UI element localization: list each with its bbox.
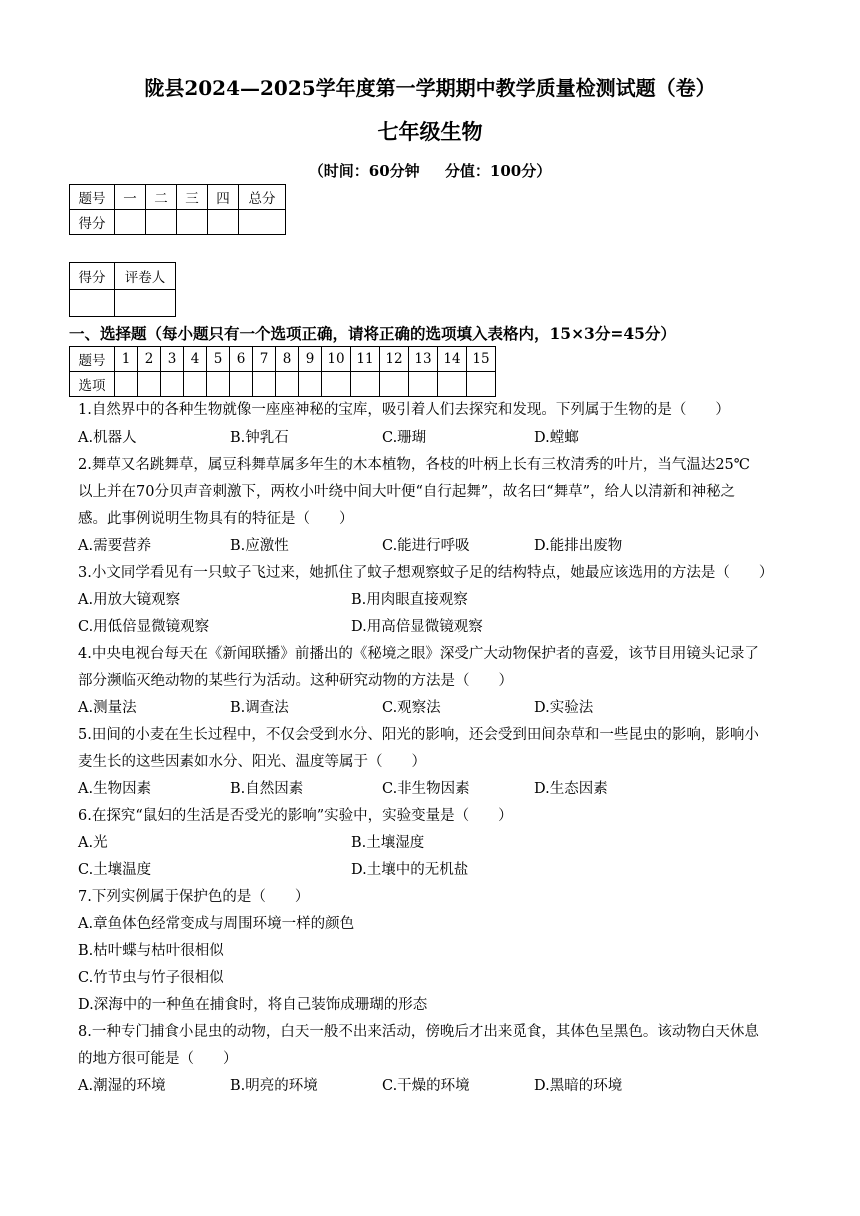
answer-option-cell (184, 372, 207, 397)
exam-info (0, 160, 860, 181)
option-4a: A.测量法 (78, 700, 137, 716)
score-blank-cell (115, 210, 146, 235)
score-blank-cell (239, 210, 286, 235)
option-4c: C.观察法 (382, 700, 441, 716)
grader-name-label: 评卷人 (115, 263, 176, 290)
question-2-line-1: 2.舞草又名跳舞草，属豆科舞草属多年生的木本植物，各枝的叶柄上长有三枚清秀的叶片，当气温达25℃ (78, 457, 751, 473)
answer-number-cell: 14 (438, 347, 467, 372)
answer-number-cell: 10 (322, 347, 351, 372)
question-5-line-2: 麦生长的这些因素如水分、阳光、温度等属于（ ） (78, 754, 426, 770)
score-blank-cell (146, 210, 177, 235)
answer-number-cell: 6 (230, 347, 253, 372)
answer-option-cell (351, 372, 380, 397)
answer-number-cell: 8 (276, 347, 299, 372)
question-8-line-2: 的地方很可能是（ ） (78, 1051, 238, 1067)
question-3: 3.小文同学看见有一只蚊子飞过来，她抓住了蚊子想观察蚊子足的结构特点，她最应该选用的方法是（ ） (78, 565, 774, 581)
score-table (69, 184, 286, 235)
question-4-line-2: 部分濒临灭绝动物的某些行为活动。这种研究动物的方法是（ ） (78, 673, 513, 689)
question-8-line-1: 8.一种专门捕食小昆虫的动物，白天一般不出来活动，傍晚后才出来觅食，其体色呈黑色。该动物白天休息 (78, 1024, 759, 1040)
answer-option-cell (161, 372, 184, 397)
answer-option-cell (207, 372, 230, 397)
answer-row-label: 选项 (70, 372, 115, 397)
section-heading-choice: 一、选择题（每小题只有一个选项正确，请将正确的选项填入表格内，15×3分=45分） (69, 324, 676, 343)
exam-title: 陇县2024—2025学年度第一学期期中教学质量检测试题（卷） (144, 76, 716, 100)
exam-subtitle: 七年级生物 (377, 119, 483, 144)
score-value-row (70, 210, 286, 235)
answer-option-cell (409, 372, 438, 397)
option-7d: D.深海中的一种鱼在捕食时，将自己装饰成珊瑚的形态 (78, 997, 428, 1013)
answer-number-cell: 12 (380, 347, 409, 372)
question-7: 7.下列实例属于保护色的是（ ） (78, 889, 310, 905)
score-row-label: 得分 (70, 210, 115, 235)
option-1b: B.钟乳石 (230, 430, 289, 446)
answer-option-cell (467, 372, 496, 397)
option-2a: A.需要营养 (78, 538, 152, 554)
score-header-cell: 总分 (239, 185, 286, 210)
score-header-row (70, 185, 286, 210)
option-1c: C.珊瑚 (382, 430, 427, 446)
answer-number-cell: 7 (253, 347, 276, 372)
score-header-cell: 四 (208, 185, 239, 210)
option-4b: B.调查法 (230, 700, 289, 716)
answer-option-cell (138, 372, 161, 397)
answer-option-cell (380, 372, 409, 397)
answer-option-cell (115, 372, 138, 397)
answer-number-cell: 15 (467, 347, 496, 372)
option-6c: C.土壤温度 (78, 862, 152, 878)
option-2b: B.应激性 (230, 538, 289, 554)
grader-blank-cell (115, 290, 176, 317)
answer-option-cell (299, 372, 322, 397)
option-7a: A.章鱼体色经常变成与周围环境一样的颜色 (78, 916, 355, 932)
option-5d: D.生态因素 (534, 781, 608, 797)
question-4-line-1: 4.中央电视台每天在《新闻联播》前播出的《秘境之眼》深受广大动物保护者的喜爱，该节目用镜头记录了 (78, 646, 759, 662)
score-header-cell: 一 (115, 185, 146, 210)
option-8c: C.干燥的环境 (382, 1078, 470, 1094)
score-blank-cell (177, 210, 208, 235)
answer-number-cell: 2 (138, 347, 161, 372)
answer-option-cell (230, 372, 253, 397)
answer-table (69, 346, 496, 397)
grader-header-row (70, 263, 176, 290)
grader-score-label: 得分 (70, 263, 115, 290)
answer-number-cell: 11 (351, 347, 380, 372)
option-6a: A.光 (78, 835, 108, 851)
option-2d: D.能排出废物 (534, 538, 623, 554)
answer-number-cell: 3 (161, 347, 184, 372)
answer-number-cell: 4 (184, 347, 207, 372)
question-2-line-3: 感。此事例说明生物具有的特征是（ ） (78, 511, 354, 527)
answer-option-cell (253, 372, 276, 397)
option-8d: D.黑暗的环境 (534, 1078, 623, 1094)
option-7c: C.竹节虫与竹子很相似 (78, 970, 224, 986)
score-header-cell: 二 (146, 185, 177, 210)
option-3c: C.用低倍显微镜观察 (78, 619, 210, 635)
grader-table (69, 262, 176, 317)
question-6: 6.在探究“鼠妇的生活是否受光的影响”实验中，实验变量是（ ） (78, 808, 513, 824)
exam-score: 分值：100分） (444, 162, 552, 180)
option-8a: A.潮湿的环境 (78, 1078, 166, 1094)
answer-number-cell: 9 (299, 347, 322, 372)
option-4d: D.实验法 (534, 700, 594, 716)
answer-option-cell (276, 372, 299, 397)
grader-blank-cell (70, 290, 115, 317)
option-2c: C.能进行呼吸 (382, 538, 470, 554)
exam-time: （时间：60分钟 (308, 162, 420, 180)
option-5a: A.生物因素 (78, 781, 152, 797)
question-5-line-1: 5.田间的小麦在生长过程中，不仅会受到水分、阳光的影响，还会受到田间杂草和一些昆虫的影响，影响小 (78, 727, 759, 743)
answer-number-row (70, 347, 496, 372)
option-3d: D.用高倍显微镜观察 (351, 619, 483, 635)
score-header-cell: 题号 (70, 185, 115, 210)
score-header-cell: 三 (177, 185, 208, 210)
option-1a: A.机器人 (78, 430, 137, 446)
answer-option-row (70, 372, 496, 397)
option-5b: B.自然因素 (230, 781, 304, 797)
option-1d: D.螳螂 (534, 430, 579, 446)
option-7b: B.枯叶蝶与枯叶很相似 (78, 943, 224, 959)
option-3b: B.用肉眼直接观察 (351, 592, 468, 608)
score-blank-cell (208, 210, 239, 235)
question-1: 1.自然界中的各种生物就像一座座神秘的宝库，吸引着人们去探究和发现。下列属于生物的是（ ） (78, 402, 730, 418)
option-8b: B.明亮的环境 (230, 1078, 318, 1094)
option-6b: B.土壤湿度 (351, 835, 425, 851)
answer-number-cell: 13 (409, 347, 438, 372)
answer-row-label: 题号 (70, 347, 115, 372)
option-6d: D.土壤中的无机盐 (351, 862, 469, 878)
grader-blank-row (70, 290, 176, 317)
answer-option-cell (438, 372, 467, 397)
answer-option-cell (322, 372, 351, 397)
option-5c: C.非生物因素 (382, 781, 470, 797)
question-2-line-2: 以上并在70分贝声音刺激下，两枚小叶绕中间大叶便“自行起舞”，故名曰“舞草”，给人以清新和神秘之 (78, 484, 736, 500)
answer-number-cell: 5 (207, 347, 230, 372)
option-3a: A.用放大镜观察 (78, 592, 181, 608)
answer-number-cell: 1 (115, 347, 138, 372)
